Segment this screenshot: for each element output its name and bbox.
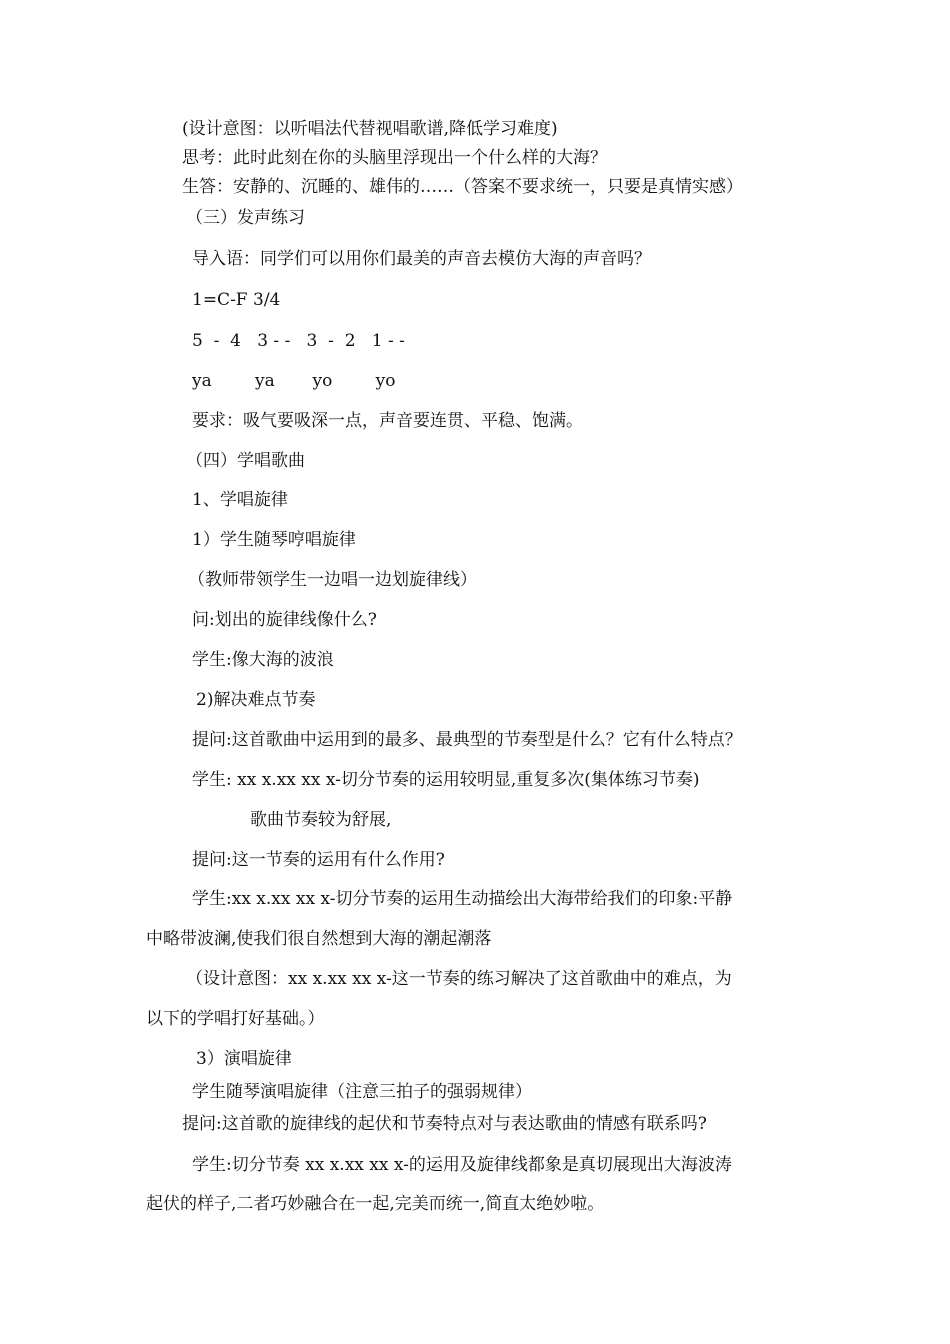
step-1-3: 3）演唱旋律 bbox=[196, 1049, 292, 1069]
student-answer-4-cont: 中略带波澜,使我们很自然想到大海的潮起潮落 bbox=[146, 929, 492, 949]
sing-melody-line: 学生随琴演唱旋律（注意三拍子的强弱规律） bbox=[192, 1082, 532, 1102]
lyrics-syllables: ya ya yo yo bbox=[192, 371, 396, 391]
student-answer-5: 学生:切分节奏 xx x.xx xx x-的运用及旋律线都象是真切展现出大海波涛 bbox=[192, 1155, 732, 1175]
student-answer-5-cont: 起伏的样子,二者巧妙融合在一起,完美而统一,简直太绝妙啦。 bbox=[146, 1194, 605, 1214]
intro-line: 导入语：同学们可以用你们最美的声音去模仿大海的声音吗？ bbox=[192, 249, 651, 269]
section-heading-4: （四）学唱歌曲 bbox=[186, 451, 305, 471]
requirement-line: 要求：吸气要吸深一点，声音要连贯、平稳、饱满。 bbox=[192, 411, 583, 431]
section-heading-3: （三）发声练习 bbox=[186, 208, 305, 228]
think-question: 思考：此时此刻在你的头脑里浮现出一个什么样的大海？ bbox=[182, 148, 607, 168]
step-1-heading: 1、学唱旋律 bbox=[192, 490, 288, 510]
design-intent-1: (设计意图：以听唱法代替视唱歌谱,降低学习难度) bbox=[182, 119, 558, 139]
step-1-2: 2)解决难点节奏 bbox=[196, 690, 316, 710]
question-2: 提问:这首歌曲中运用到的最多、最典型的节奏型是什么？它有什么特点？ bbox=[192, 730, 742, 750]
question-4: 提问:这首歌的旋律线的起伏和节奏特点对与表达歌曲的情感有联系吗? bbox=[182, 1114, 707, 1134]
student-answer-2: 学生:像大海的波浪 bbox=[192, 650, 334, 670]
student-answer-4: 学生:xx x.xx xx x-切分节奏的运用生动描绘出大海带给我们的印象:平静 bbox=[192, 889, 733, 909]
student-answer-3: 学生: xx x.xx xx x-切分节奏的运用较明显,重复多次(集体练习节奏) bbox=[192, 770, 700, 790]
design-intent-2: （设计意图：xx x.xx xx x-这一节奏的练习解决了这首歌曲中的难点，为 bbox=[186, 969, 732, 989]
student-answer-1: 生答：安静的、沉睡的、雄伟的……（答案不要求统一，只要是真情实感） bbox=[182, 177, 743, 197]
student-answer-3-cont: 歌曲节奏较为舒展, bbox=[250, 810, 392, 830]
step-1-1: 1）学生随琴哼唱旋律 bbox=[192, 530, 356, 550]
design-intent-2-cont: 以下的学唱打好基础。） bbox=[146, 1009, 325, 1029]
question-1: 问:划出的旋律线像什么? bbox=[192, 610, 377, 630]
notation-line: 5 - 4 3 - - 3 - 2 1 - - bbox=[192, 331, 405, 351]
question-3: 提问:这一节奏的运用有什么作用? bbox=[192, 850, 445, 870]
teacher-note: （教师带领学生一边唱一边划旋律线） bbox=[188, 570, 477, 590]
key-signature: 1=C-F 3/4 bbox=[192, 290, 281, 310]
